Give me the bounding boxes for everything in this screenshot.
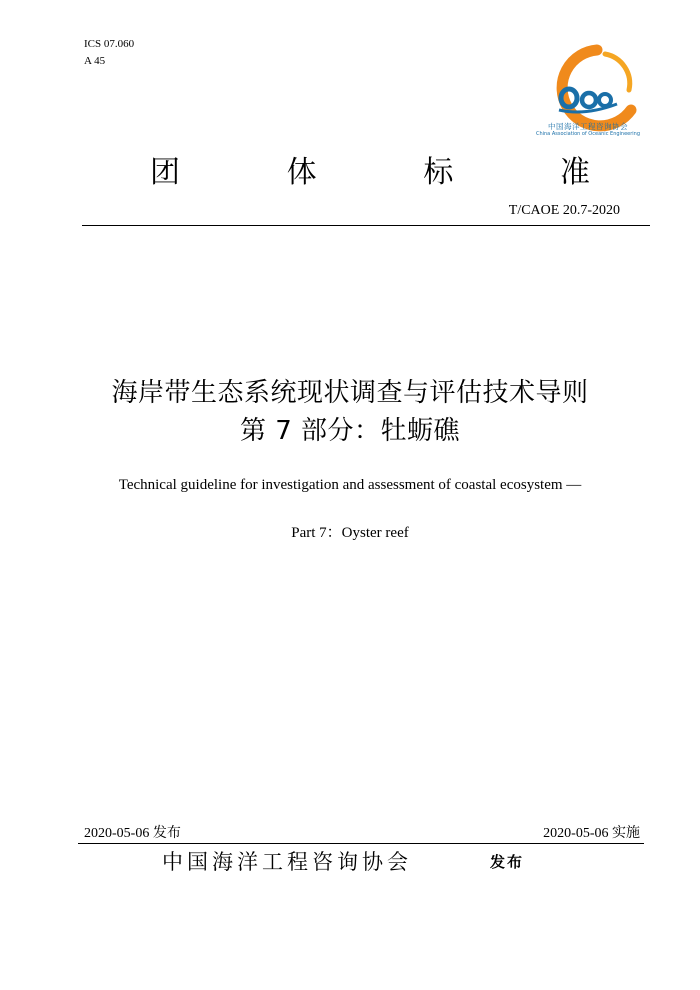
title-en-line2: Part 7：Oyster reef [291,525,409,541]
implementation-date: 2020-05-06 实施 [543,826,640,841]
ics-code: ICS 07.060 [84,38,135,50]
publish-label: 发布 [490,853,525,871]
title-cn-line1: 海岸带生态系统现状调查与评估技术导则 [111,378,589,408]
doc-type-char: 标 [423,155,454,190]
logo-org-name-cn: 中国海洋工程咨询协会 [548,122,628,131]
ccs-code: A 45 [84,55,106,67]
document-number: T/CAOE 20.7-2020 [508,203,620,218]
doc-type-char: 团 [150,155,180,190]
publisher-name: 中国海洋工程咨询协会 [162,850,412,874]
title-en-line1: Technical guideline for investigation and assessment of coastal ecosystem — [118,477,582,493]
logo-org-name-en: China Association of Oceanic Engineering [535,131,641,137]
top-divider [82,225,650,226]
doc-type-char: 准 [559,155,590,190]
issue-date: 2020-05-06 发布 [84,826,181,841]
title-cn-line2: 第 7 部分：牡蛎礁 [239,416,461,446]
doc-type-char: 体 [286,155,317,190]
document-type [150,147,590,191]
bottom-divider [78,843,644,844]
standard-codes [84,36,134,70]
